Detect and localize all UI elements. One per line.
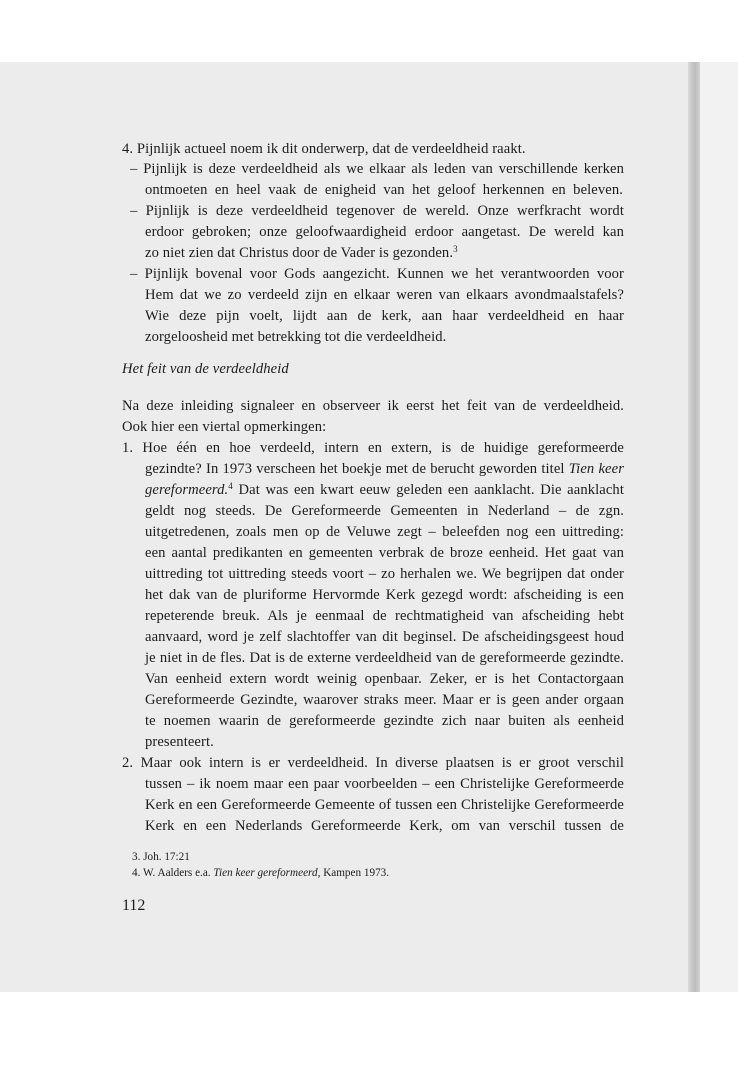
text-line: – Pijnlijk is deze verdeeldheid als we elkaar als leden van verschillende kerken bbox=[130, 161, 624, 177]
text-line: uitgetredenen, zoals men op de Veluwe zegt – beleefden nog een uittreding: bbox=[145, 524, 624, 540]
text-line: te noemen waarin de gereformeerde gezindte zich naar buiten als eenheid bbox=[145, 713, 624, 729]
text-line: presenteert. bbox=[145, 734, 214, 750]
text-line: 2. Maar ook intern is er verdeeldheid. In diverse plaatsen is er groot verschil bbox=[122, 755, 624, 771]
text-line: – Pijnlijk bovenal voor Gods aangezicht. Kunnen we het verantwoorden voor bbox=[130, 266, 624, 282]
text-line: Wie deze pijn voelt, lijdt aan de kerk, aan haar verdeeldheid en haar bbox=[145, 308, 624, 324]
text-line: zorgeloosheid met betrekking tot die verdeeldheid. bbox=[145, 329, 447, 345]
text-line: geldt nog steeds. De Gereformeerde Gemeenten in Nederland – de zgn. bbox=[145, 503, 624, 519]
text-line: het dak van de pluriforme Hervormde Kerk gezegd wordt: afscheiding is een bbox=[145, 587, 624, 603]
text-line: Kerk en een Nederlands Gereformeerde Kerk, om van verschil tussen de bbox=[145, 818, 624, 834]
footnote-3: 3. Joh. 17:21 bbox=[132, 851, 190, 863]
text-line: Na deze inleiding signaleer en observeer ik eerst het feit van de verdeeldheid. bbox=[122, 398, 624, 414]
footnote-ref-3: 3 bbox=[453, 244, 458, 255]
text-line: Gereformeerde Gezindte, waarover straks meer. Maar er is geen ander orgaan bbox=[145, 692, 624, 708]
page-edge-margin bbox=[700, 62, 738, 992]
text-line: je niet in de fles. Dat is de externe verdeeldheid van de gereformeerde gezindte. bbox=[145, 650, 624, 666]
text-line: erdoor gebroken; onze geloofwaardigheid erdoor aangetast. De wereld kan bbox=[145, 224, 624, 240]
text-line: Van eenheid extern wordt weinig openbaar. Zeker, er is het Contactorgaan bbox=[145, 671, 624, 687]
page-edge-shadow bbox=[688, 62, 700, 992]
text-line: Ook hier een viertal opmerkingen: bbox=[122, 419, 327, 435]
section-heading: Het feit van de verdeeldheid bbox=[122, 361, 289, 377]
text-line: Kerk en een Gereformeerde Gemeente of tussen een Christelijke Gereformeerde bbox=[145, 797, 624, 813]
text-line: 4. Pijnlijk actueel noem ik dit onderwerp, dat de verdeeldheid raakt. bbox=[122, 141, 526, 157]
text-line: gereformeerd.$^4$ Dat was een kwart eeuw geleden een aanklacht. Die aanklacht bbox=[145, 481, 624, 498]
footnote-ref-4: 4 bbox=[228, 481, 233, 492]
text-line: tussen – ik noem maar een paar voorbeelden – een Christelijke Gereformeerde bbox=[145, 776, 624, 792]
text-line: Hem dat we zo verdeeld zijn en elkaar weren van elkaars avondmaalstafels? bbox=[145, 287, 624, 303]
page-number: 112 bbox=[122, 897, 146, 914]
text-line: gezindte? In 1973 verscheen het boekje met de berucht geworden titel Tien keer bbox=[145, 461, 624, 477]
footnote-4: 4. W. Aalders e.a. Tien keer gereformeerd, Kampen 1973. bbox=[132, 867, 390, 879]
text-line: ontmoeten en heel vaak de enigheid van het geloof herkennen en beleven. bbox=[145, 182, 623, 198]
text-line: uittreding tot uittreding steeds voort – zo herhalen we. We begrijpen dat onder bbox=[145, 566, 624, 582]
text-line: een aantal predikanten en gemeenten verbrak de broze eenheid. Het gaat van bbox=[145, 545, 624, 561]
text-line: – Pijnlijk is deze verdeeldheid tegenover de wereld. Onze werfkracht wordt bbox=[130, 203, 624, 219]
text-line: zo niet zien dat Christus door de Vader is gezonden.$^3$ bbox=[145, 244, 458, 261]
text-line: 1. Hoe één en hoe verdeeld, intern en extern, is de huidige gereformeerde bbox=[122, 440, 624, 456]
text-line: aanvaard, word je zelf slachtoffer van dit beginsel. De afscheidingsgeest houd bbox=[145, 629, 624, 645]
text-line: repeterende breuk. Als je eenmaal de rechtmatigheid van afscheiding hebt bbox=[145, 608, 624, 624]
